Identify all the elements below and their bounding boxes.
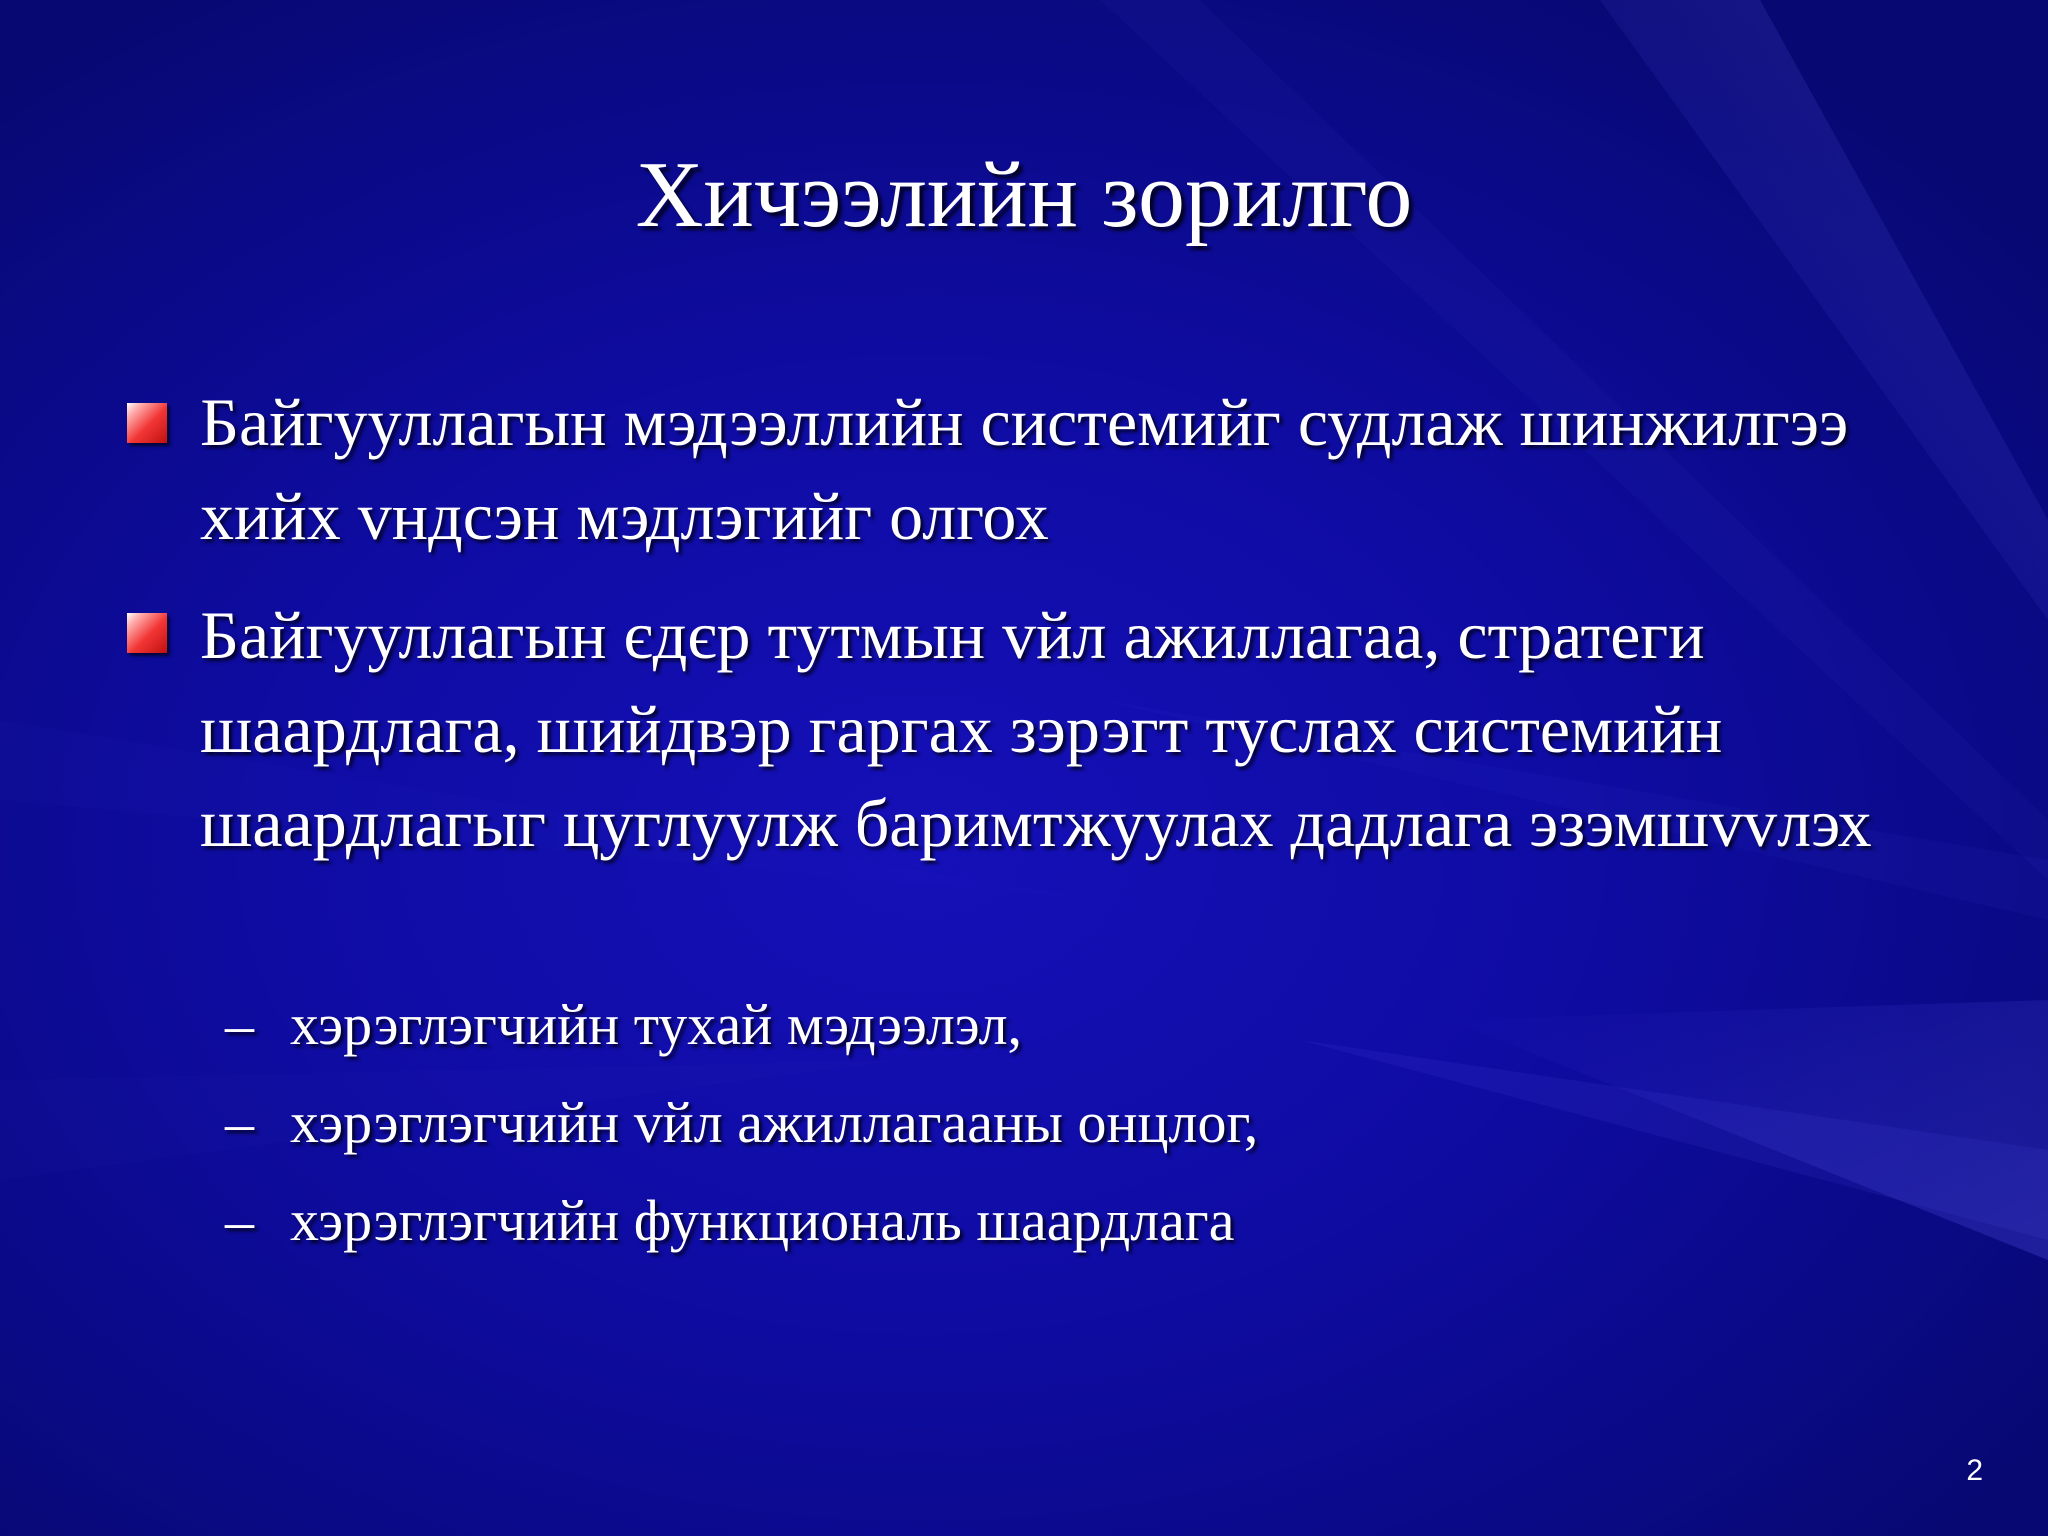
- bullet-square-icon: [127, 403, 167, 443]
- sub-bullet-item: [225, 990, 1925, 1060]
- slide-title: Хичээлийн зорилго: [635, 143, 1413, 247]
- bullet-square-icon: [127, 613, 167, 653]
- sub-bullet-text: хэрэглэгчийн vйл ажиллагааны онцлог,: [290, 1090, 1259, 1155]
- bullet-item: Байгууллагын єдєр тутмын vйл ажиллагаа, стратеги шаардлага, шийдвэр гаргах зэрэгт туслах системийн шаардлагыг цуглуулж баримтжуулах дадлага эзэмшvvлэх: [200, 597, 1872, 861]
- sub-bullet-item: [225, 1186, 1925, 1256]
- sub-bullet-item: [225, 1088, 1925, 1158]
- dash-icon: –: [225, 1188, 254, 1253]
- sub-bullet-text: хэрэглэгчийн функциональ шаардлага: [290, 1188, 1235, 1253]
- page-number: 2: [1966, 1454, 1983, 1487]
- bullet-item: Байгууллагын мэдээллийн системийг судлаж шинжилгээ хийх vндсэн мэдлэгийг олгох: [200, 384, 1849, 554]
- sub-bullet-text: хэрэглэгчийн тухай мэдээлэл,: [290, 992, 1023, 1057]
- dash-icon: –: [225, 1090, 254, 1155]
- dash-icon: –: [225, 992, 254, 1057]
